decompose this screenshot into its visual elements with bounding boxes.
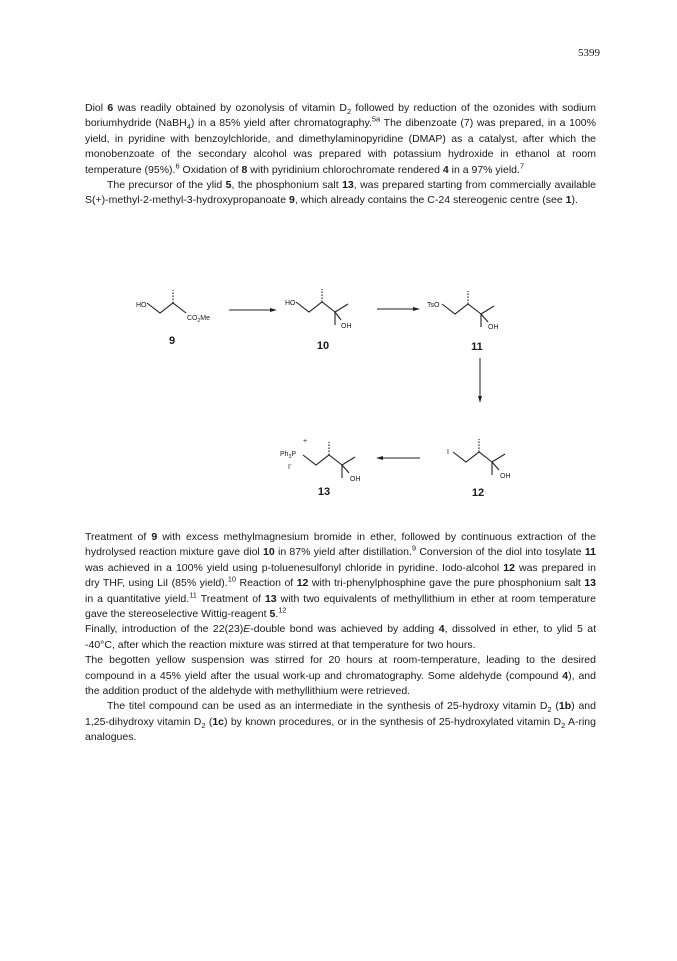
atom-label: I: [447, 449, 449, 456]
compound-number-9: 9: [168, 335, 176, 347]
compound-11-structure: [427, 291, 499, 331]
text-block-bottom: [85, 530, 596, 746]
reaction-arrow-9-10: [229, 308, 277, 312]
compound-13-structure: [280, 438, 361, 483]
atom-label: $Ph_3P$: [280, 451, 297, 460]
compound-number-12: 12: [471, 487, 485, 499]
atom-label: HO: [136, 302, 147, 309]
atom-label: OH: [500, 473, 511, 480]
atom-label: $CO_2Me$: [187, 315, 211, 324]
compound-number-10: 10: [316, 340, 330, 352]
compound-number-11: 11: [471, 341, 483, 353]
paragraph-5: The begotten yellow suspension was stirred for 20 hours at room-temperature, leading to the desired compound in a 45% yield after the usual work-up and chromatography. Some aldehyde (compound 4), and the addition product of the aldehyde with methyllithium were retrieved.: [85, 654, 596, 698]
paragraph-2: The precursor of the ylid 5, the phosphonium salt 13, was prepared starting from commercially available S(+)-methyl-2-methyl-3-hydroxypropanoate 9, which already contains the C-24 stereogenic centre (see 1).: [85, 179, 597, 207]
compound-9-structure: [136, 290, 210, 324]
paragraph-6: The titel compound can be used as an intermediate in the synthesis of 25-hydroxy vitamin $D_2$ (1b) and 1,25-dihydroxy vitamin $D_2$ (1c) by known procedures, or in the synthesis of 25-hydroxylated vitamin $D_2$ A-ring analogues.: [85, 700, 596, 744]
atom-label: +: [303, 438, 308, 445]
reaction-arrow-11-12: [478, 358, 482, 403]
compound-10-structure: [285, 289, 352, 330]
atom-label: OH: [488, 324, 499, 331]
paragraph-3: Treatment of 9 with excess methylmagnesium bromide in ether, followed by continuous extraction of the hydrolysed reaction mixture gave diol 10 in 87% yield after distillation.$^9$ Conversion of the diol into tosylate 11 was achieved in a 100% yield using p-toluenesulfonyl chloride in pyridine. Iodo-alcohol 12 was prepared in dry THF, using LiI (85% yield).$^{10}$ Reaction of 12 with tri-phenylphosphine gave the pure phosphonium salt 13 in a quantitative yield.$^{11}$ Treatment of 13 with two equivalents of methyllithium in ether at room temperature gave the stereoselective Wittig-reagent 5.12: [85, 531, 597, 621]
compound-12-structure: [447, 439, 511, 480]
reaction-arrow-12-13: [376, 456, 420, 460]
compound-number-13: 13: [317, 486, 331, 498]
atom-label: HO: [285, 300, 296, 307]
paragraph-4: Finally, introduction of the 22(23)E-double bond was achieved by adding 4, dissolved in ether, to ylid 5 at -40°C, after which the reaction mixture was stirred at that temperature for two hours.: [85, 623, 596, 651]
atom-label: I-: [288, 462, 292, 471]
atom-label: OH: [341, 323, 352, 330]
reaction-arrow-10-11: [377, 307, 420, 311]
paragraph-1: Diol 6 was readily obtained by ozonolysis of vitamin $D_2$ followed by reduction of the ozonides with sodium boriumhydride (NaBH$_4$) in a 85% yield after chromatography.$^{5a}$ The dibenzoate (7) was prepared, in a 100% yield, in pyridine with benzoylchloride, and dimethylaminopyridine (DMAP) as a catalyst, after which the monobenzoate of the secondary alcohol was prepared with potassium hydroxide in ethanol at room temperature (95%).$^6$ Oxidation of 8 with pyridinium chlorochromate rendered 4 in a 97% yield.$^7$: [85, 102, 596, 176]
atom-label: TsO: [427, 302, 440, 309]
atom-label: OH: [350, 476, 361, 483]
page-number: 5399: [578, 47, 600, 59]
